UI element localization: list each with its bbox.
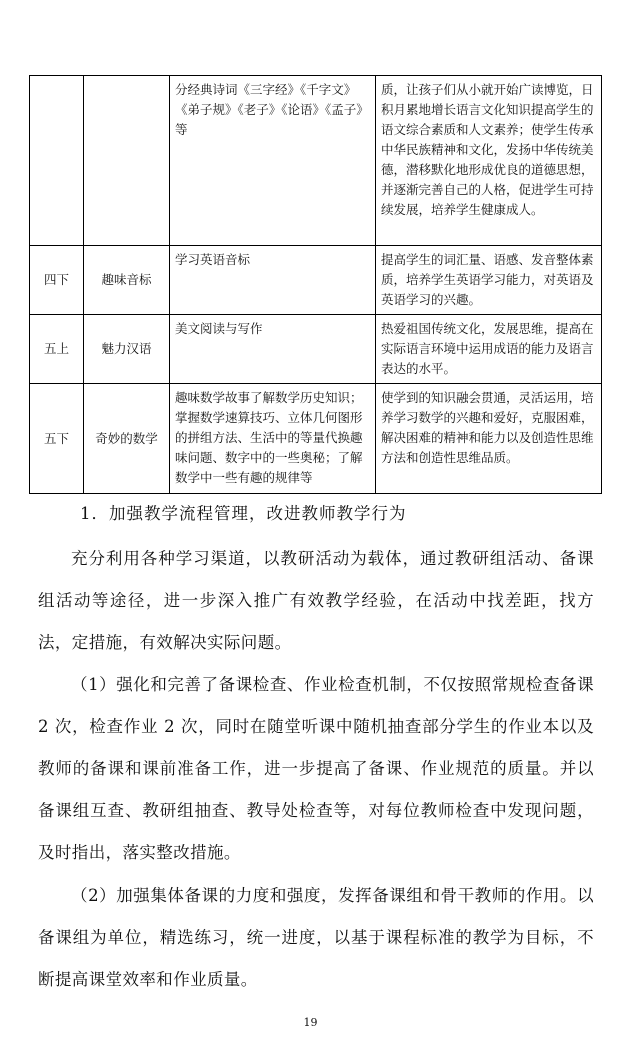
body-paragraph: 充分利用各种学习渠道，以教研活动为载体，通过教研组活动、备课组活动等途径，进一步深入推广有效教学经验，在活动中找差距，找方法，定措施，有效解决实际问题。 bbox=[38, 549, 594, 652]
table-row bbox=[30, 384, 602, 494]
grade-cell: 五上 bbox=[30, 315, 84, 384]
grade-cell bbox=[30, 76, 84, 246]
body-paragraph: （2）加强集体备课的力度和强度，发挥备课组和骨干教师的作用。以备课组为单位，精选练习，统一进度，以基于课程标准的教学为目标，不断提高课堂效率和作业质量。 bbox=[38, 886, 594, 989]
goal-cell: 使学到的知识融会贯通，灵活运用，培养学习数学的兴趣和爱好，克服困难，解决困难的精神和能力以及创造性思维方法和创造性思维品质。 bbox=[376, 384, 602, 494]
table-row bbox=[30, 246, 602, 315]
goal-cell: 提高学生的词汇量、语感、发音整体素质，培养学生英语学习能力，对英语及英语学习的兴趣。 bbox=[376, 246, 602, 315]
course-name-cell: 趣味音标 bbox=[84, 246, 170, 315]
course-name-cell bbox=[84, 76, 170, 246]
goal-cell: 质，让孩子们从小就开始广读博览，日积月累地增长语言文化知识提高学生的语文综合素质和人文素养；使学生传承中华民族精神和文化，发扬中华传统美德，潜移默化地形成优良的道德思想，并逐渐完善自己的人格，促进学生可持续发展，培养学生健康成人。 bbox=[376, 76, 602, 246]
goal-cell: 热爱祖国传统文化，发展思维，提高在实际语言环境中运用成语的能力及语言表达的水平。 bbox=[376, 315, 602, 384]
grade-cell: 四下 bbox=[30, 246, 84, 315]
table-row bbox=[30, 76, 602, 246]
content-cell: 学习英语音标 bbox=[170, 246, 376, 315]
curriculum-table bbox=[29, 75, 602, 494]
section-heading: 1．加强教学流程管理，改进教师教学行为 bbox=[80, 504, 407, 523]
table-row bbox=[30, 315, 602, 384]
content-cell: 分经典诗词《三字经》《千字文》《弟子规》《老子》《论语》《孟子》等 bbox=[170, 76, 376, 246]
body-paragraph: （1）强化和完善了备课检查、作业检查机制，不仅按照常规检查备课 2 次，检查作业 2 次，同时在随堂听课中随机抽查部分学生的作业本以及教师的备课和课前准备工作，进一步提高了备课、作业规范的质量。并以备课组互查、教研组抽查、教导处检查等，对每位教师检查中发现问题，及时指出，落实整改措施。 bbox=[38, 675, 594, 862]
course-name-cell: 奇妙的数学 bbox=[84, 384, 170, 494]
grade-cell: 五下 bbox=[30, 384, 84, 494]
content-cell: 美文阅读与写作 bbox=[170, 315, 376, 384]
content-cell: 趣味数学故事了解数学历史知识；掌握数学速算技巧、立体几何图形的拼组方法、生活中的等量代换趣味问题、数字中的一些奥秘；了解数学中一些有趣的规律等 bbox=[170, 384, 376, 494]
course-name-cell: 魅力汉语 bbox=[84, 315, 170, 384]
page-number: 19 bbox=[303, 1016, 318, 1029]
